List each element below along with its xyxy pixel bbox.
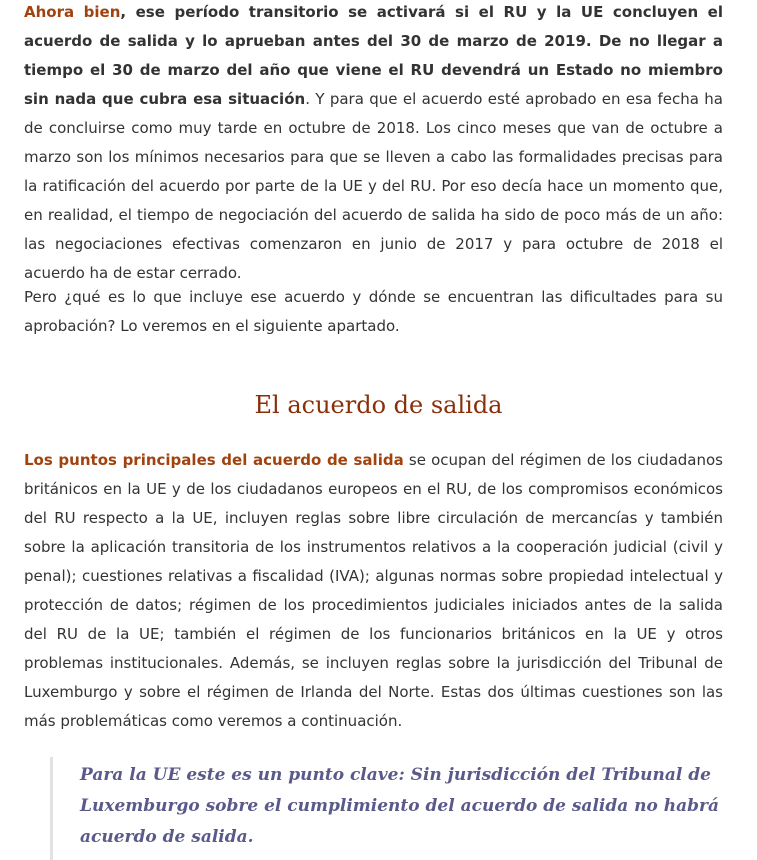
section-heading: El acuerdo de salida (254, 391, 503, 419)
blockquote (50, 757, 722, 860)
puntos-principales-link[interactable]: Los puntos principales del acuerdo de salida (24, 451, 404, 469)
blockquote-text: Para la UE este es un punto clave: Sin jurisdicción del Tribunal de Luxemburgo sobre el cumplimiento del acuerdo de salida no habrá acuerdo de salida. (80, 765, 720, 847)
intro-bold-text: , ese período transitorio se activará si el RU y la UE concluyen el acuerdo de salida y lo aprueban antes del 30 de marzo de 2019. De no llegar a tiempo el 30 de marzo del año que viene el RU devendrá un Estado no miembro sin nada que cubra esa situación (24, 3, 723, 108)
section-rest-text: se ocupan del régimen de los ciudadanos británicos en la UE y de los ciudadanos europeos en el RU, de los compromisos económicos del RU respecto a la UE, incluyen reglas sobre libre circulación de mercancías y también sobre la aplicación transitoria de los instrumentos relativos a la cooperación judicial (civil y penal); cuestiones relativas a fiscalidad (IVA); algunas normas sobre propiedad intelectual y protección de datos; régimen de los procedimientos judiciales iniciados antes de la salida del RU de la UE; también el régimen de los funcionarios británicos en la UE y otros problemas institucionales. Además, se incluyen reglas sobre la jurisdicción del Tribunal de Luxemburgo y sobre el régimen de Irlanda del Norte. Estas dos últimas cuestiones son las más problemáticas como veremos a continuación. (24, 451, 723, 730)
ahora-bien-link[interactable]: Ahora bien (24, 3, 121, 21)
section-paragraph (24, 446, 723, 736)
question-paragraph: Pero ¿qué es lo que incluye ese acuerdo y dónde se encuentran las dificultades para su aprobación? Lo veremos en el siguiente apartado. (24, 288, 723, 335)
intro-paragraph (24, 0, 723, 288)
intro-rest-text: . Y para que el acuerdo esté aprobado en esa fecha ha de concluirse como muy tarde en octubre de 2018. Los cinco meses que van de octubre a marzo son los mínimos necesarios para que se lleven a cabo las formalidades precisas para la ratificación del acuerdo por parte de la UE y del RU. Por eso decía hace un momento que, en realidad, el tiempo de negociación del acuerdo de salida ha sido de poco más de un año: las negociaciones efectivas comenzaron en junio de 2017 y para octubre de 2018 el acuerdo ha de estar cerrado. (24, 90, 723, 282)
